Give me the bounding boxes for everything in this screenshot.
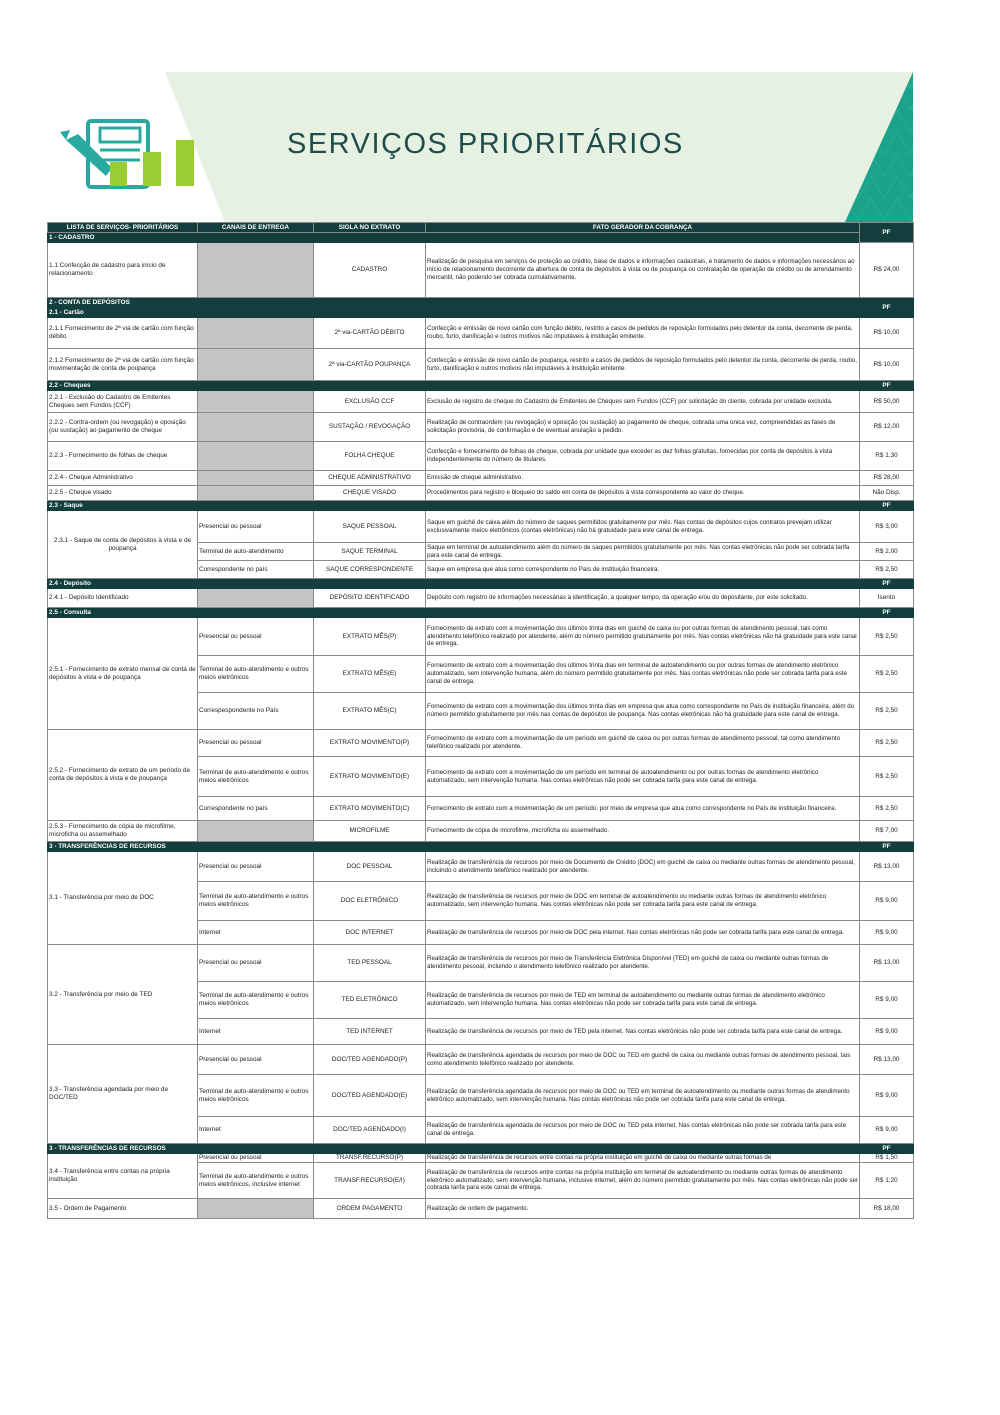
channel-cell	[198, 821, 314, 842]
price-cell: R$ 7,00	[860, 821, 914, 842]
channel-cell: Correspondente no país	[198, 797, 314, 821]
fato-cell: Saque em terminal de autoatendimento além do número de saques permitidos gratuitamente por mês. Nas contas eletrônicas não pode ser cobrada tarifa para este canal de entrega.	[426, 543, 860, 561]
channel-cell	[198, 442, 314, 471]
sigla-cell: FOLHA CHEQUE	[314, 442, 426, 471]
table-row	[48, 730, 914, 757]
sigla-cell: DOC/TED AGENDADO(I)	[314, 1117, 426, 1144]
sigla-cell: DEPÓSITO IDENTIFICADO	[314, 589, 426, 608]
subsection-header: 2.1 - Cartão	[48, 308, 860, 318]
channel-cell: Correspondente no país	[198, 561, 314, 579]
channel-cell: Terminal de auto-atendimento e outros meios eletrônicos	[198, 882, 314, 921]
pf-header: PF	[860, 298, 914, 318]
service-name: 3.3 - Transferência agendada por meio de DOC/TED	[48, 1045, 198, 1144]
fato-cell: Realização de ordem de pagamento.	[426, 1199, 860, 1219]
fato-cell: Fornecimento de extrato com a movimentação de um período em guichê de caixa ou por outras formas de atendimento pessoal, tal como atendimento telefônico realizado por atendente.	[426, 730, 860, 757]
price-cell: R$ 2,50	[860, 730, 914, 757]
section-header: 3 - TRANSFERÊNCIAS DE RECURSOS	[48, 842, 860, 852]
price-cell: R$ 9,00	[860, 882, 914, 921]
service-name: 3.5 - Ordem de Pagamento	[48, 1199, 198, 1219]
sigla-cell: MICROFILME	[314, 821, 426, 842]
price-cell: R$ 2,50	[860, 757, 914, 797]
sigla-cell: DOC/TED AGENDADO(P)	[314, 1045, 426, 1075]
sigla-cell: SUSTAÇÃO / REVOGAÇÃO	[314, 413, 426, 442]
fato-cell: Realização de transferência de recursos por meio de DOC pela internet. Nas contas eletrônicas não pode ser cobrada tarifa para este canal de entrega.	[426, 921, 860, 945]
channel-cell: Internet	[198, 921, 314, 945]
sigla-cell: EXTRATO MOVIMENTO(C)	[314, 797, 426, 821]
fato-cell: Realização de transferência de recursos por meio de TED pela internet. Nas contas eletrônicas não pode ser cobrada tarifa para este canal de entrega.	[426, 1019, 860, 1045]
price-cell: R$ 24,00	[860, 243, 914, 298]
service-name: 2.5.2 - Fornecimento de extrato de um período de conta de depósitos à vista e de poupança	[48, 730, 198, 821]
fato-cell: Fornecimento de extrato com a movimentação dos últimos trinta dias em terminal de autoatendimento ou por outras formas de atendimento eletrônico automatizado, sem intervenção humana, além do número permitido gratuitamente por mês. Nas contas eletrônicas não pode ser cobrada tarifa para este canal de entrega.	[426, 656, 860, 693]
sigla-cell: SAQUE CORRESPONDENTE	[314, 561, 426, 579]
pf-header: PF	[860, 1144, 914, 1154]
sigla-cell: ORDEM PAGAMENTO	[314, 1199, 426, 1219]
sigla-cell: CADASTRO	[314, 243, 426, 298]
service-name: 2.5.3 - Fornecimento de cópia de microfilme, microficha ou assemelhado	[48, 821, 198, 842]
subsection-header: 2.3 - Saque	[48, 501, 860, 511]
fato-cell: Depósito com registro de informações necessárias à identificação, a qualquer tempo, da operação e/ou do depositante, por este solicitado.	[426, 589, 860, 608]
sigla-cell: SAQUE PESSOAL	[314, 511, 426, 543]
subsection-header: 2.5 - Consulta	[48, 608, 860, 618]
sigla-cell: DOC ELETRÔNICO	[314, 882, 426, 921]
fato-cell: Confecção e emissão de novo cartão com função débito, restrito a casos de pedidos de reposição formulados pelo detentor da conta, decorrente de perda, roubo, furto, danificação e outros motivos não imputáveis à instituição emitente.	[426, 318, 860, 349]
channel-cell: Terminal de auto-atendimento e outros meios eletrônicos, inclusive internet	[198, 1163, 314, 1199]
fato-cell: Realização de transferência agendada de recursos por meio de DOC ou TED em guichê de caixa ou mediante outras formas de atendimento pessoal, tais como atendimento telefônico realizado por atendente.	[426, 1045, 860, 1075]
sigla-cell: TED PESSOAL	[314, 945, 426, 982]
price-cell: R$ 28,00	[860, 471, 914, 486]
table-row	[48, 349, 914, 381]
price-cell: R$ 18,00	[860, 1199, 914, 1219]
fato-cell: Fornecimento de extrato com a movimentação dos últimos trinta dias em guichê de caixa ou por outras formas de atendimento pessoal, tais como atendimento telefônico realizado por atendente, além do número permitido gratuitamente por mês. Nas contas eletrônicas não há gratuidade para este canal de entrega.	[426, 618, 860, 656]
table-row	[48, 442, 914, 471]
sigla-cell: TRANSF.RECURSO(E/I)	[314, 1163, 426, 1199]
service-name: 3.4 - Transferência entre contas na própria instituição	[48, 1154, 198, 1199]
channel-cell: Presencial ou pessoal	[198, 730, 314, 757]
table-row	[48, 413, 914, 442]
channel-cell	[198, 391, 314, 413]
sigla-cell: CHEQUE VISADO	[314, 486, 426, 501]
fato-cell: Confecção e fornecimento de folhas de cheque, cobrada por unidade que exceder as dez folhas gratuitas, fornecidas por conta de depósitos à vista independentemente do número de titulares.	[426, 442, 860, 471]
section-header: 1 - CADASTRO	[48, 233, 860, 243]
fato-cell: Realização de transferência agendada de recursos por meio de DOC ou TED pela internet. Nas contas eletrônicas não pode ser cobrada tarifa para este canal de entrega.	[426, 1117, 860, 1144]
table-row	[48, 1045, 914, 1075]
sigla-cell: EXTRATO MÊS(C)	[314, 693, 426, 730]
service-name: 2.1.2 Fornecimento de 2ª via de cartão com função movimentação de conta de poupança	[48, 349, 198, 381]
fato-cell: Realização de transferência de recursos por meio de Transferência Eletrônica Disponível (TED) em guichê de caixa ou mediante outras formas de atendimento pessoal, incluindo o atendimento telefônico realizado por atendente.	[426, 945, 860, 982]
service-name: 1.1 Confecção de cadastro para início de relacionamento	[48, 243, 198, 298]
price-cell: Isento	[860, 589, 914, 608]
price-cell: R$ 9,00	[860, 921, 914, 945]
service-name: 2.3.1 - Saque de conta de depósitos à vista e de poupança	[48, 511, 198, 579]
pf-header: PF	[860, 579, 914, 589]
channel-cell: Correspespondente no País	[198, 693, 314, 730]
service-name: 3.1 - Transferência por meio de DOC	[48, 852, 198, 945]
price-cell: R$ 9,00	[860, 1117, 914, 1144]
service-name: 2.4.1 - Depósito Identificado	[48, 589, 198, 608]
sigla-cell: SAQUE TERMINAL	[314, 543, 426, 561]
sigla-cell: EXTRATO MOVIMENTO(P)	[314, 730, 426, 757]
channel-cell: Presencial ou pessoal	[198, 511, 314, 543]
channel-cell	[198, 318, 314, 349]
channel-cell	[198, 471, 314, 486]
pf-header: PF	[860, 381, 914, 391]
price-cell: R$ 2,50	[860, 693, 914, 730]
service-name: 2.2.1 - Exclusão do Cadastro de Emitentes Cheques sem Fundos (CCF)	[48, 391, 198, 413]
col-header-service: LISTA DE SERVIÇOS- PRIORITÁRIOS	[48, 223, 198, 233]
price-cell: R$ 2,00	[860, 543, 914, 561]
channel-cell: Terminal de auto-atendimento e outros meios eletrônicos	[198, 1075, 314, 1117]
fato-cell: Realização de pesquisa em serviços de proteção ao crédito, base de dados e informações cadastrais, e tratamento de dados e informações necessários ao início de relacionamento decorrente da abertura de conta de depósitos à vista ou de poupança ou contratação de operação de crédito ou de arrendamento mercantil, não podendo ser cobrada cumulativamente.	[426, 243, 860, 298]
fato-cell: Realização de transferência de recursos entre contas na própria instituição em guichê de caixa ou mediante outras formas de	[426, 1154, 860, 1163]
fato-cell: Saque em guichê de caixa além do número de saques permitidos gratuitamente por mês. Nas contas de depósitos cujos contratos prevejam utilizar exclusivamente meios eletrônicos (contas eletrônicas) não há gratuidade para este canal de entrega.	[426, 511, 860, 543]
table-row	[48, 821, 914, 842]
price-cell: R$ 50,00	[860, 391, 914, 413]
price-cell: R$ 13,00	[860, 1045, 914, 1075]
col-header-channel: CANAIS DE ENTREGA	[198, 223, 314, 233]
price-cell: R$ 1,20	[860, 1163, 914, 1199]
channel-cell: Internet	[198, 1117, 314, 1144]
pf-header: PF	[860, 223, 914, 243]
fato-cell: Realização de transferência de recursos por meio de TED em terminal de autoatendimento ou mediante outras formas de atendimento eletrônico automatizado, sem intervenção humana. Nas contas eletrônicas não pode ser cobrada tarifa para este canal de entrega.	[426, 982, 860, 1019]
subsection-header: 2.2 - Cheques	[48, 381, 860, 391]
channel-cell: Internet	[198, 1019, 314, 1045]
price-cell: R$ 3,00	[860, 511, 914, 543]
fato-cell: Saque em empresa que atua como correspondente no País de instituição financeira.	[426, 561, 860, 579]
price-cell: Não Disp.	[860, 486, 914, 501]
section-header: 3 - TRANSFERÊNCIAS DE RECURSOS	[48, 1144, 860, 1154]
channel-cell	[198, 413, 314, 442]
price-cell: R$ 13,00	[860, 945, 914, 982]
price-cell: R$ 12,00	[860, 413, 914, 442]
price-cell: R$ 1,50	[860, 1154, 914, 1163]
table-row	[48, 486, 914, 501]
sigla-cell: CHEQUE ADMINISTRATIVO	[314, 471, 426, 486]
service-name: 2.2.5 - Cheque visado	[48, 486, 198, 501]
table-row	[48, 1154, 914, 1163]
table-row	[48, 852, 914, 882]
document-chart-icon	[60, 121, 194, 187]
price-cell: R$ 2,50	[860, 561, 914, 579]
service-name: 3.2 - Transferência por meio de TED	[48, 945, 198, 1045]
page-title: SERVIÇOS PRIORITÁRIOS	[287, 128, 684, 160]
fato-cell: Procedimentos para registro e bloqueio do saldo em conta de depósitos à vista correspondente ao valor do cheque.	[426, 486, 860, 501]
sigla-cell: DOC/TED AGENDADO(E)	[314, 1075, 426, 1117]
price-cell: R$ 1,30	[860, 442, 914, 471]
price-cell: R$ 9,00	[860, 1075, 914, 1117]
channel-cell: Terminal de auto-atendimento e outros meios eletrônicos	[198, 656, 314, 693]
fato-cell: Emissão de cheque administrativo.	[426, 471, 860, 486]
sigla-cell: 2ª via-CARTÃO POUPANÇA	[314, 349, 426, 381]
services-table	[47, 222, 914, 1219]
fato-cell: Fornecimento de extrato com a movimentação de um período, por meio de empresa que atua como correspondente no País de instituição financeira.	[426, 797, 860, 821]
table-row	[48, 618, 914, 656]
section-header: 2 - CONTA DE DEPÓSITOS	[48, 298, 860, 308]
fato-cell: Realização de transferência de recursos por meio de DOC em terminal de autoatendimento ou mediante outras formas de atendimento eletrônico automatizado, sem intervenção humana. Nas contas eletrônicas não pode ser cobrada tarifa para este canal de entrega.	[426, 882, 860, 921]
pf-header: PF	[860, 608, 914, 618]
sigla-cell: EXCLUSÃO CCF	[314, 391, 426, 413]
service-name: 2.5.1 - Fornecimento de extrato mensal de conta de depósitos à vista e de poupança	[48, 618, 198, 730]
service-name: 2.1.1 Fornecimento de 2ª via de cartão com função débito	[48, 318, 198, 349]
price-cell: R$ 9,00	[860, 982, 914, 1019]
sigla-cell: TRANSF.RECURSO(P)	[314, 1154, 426, 1163]
channel-cell: Terminal de auto-atendimento	[198, 543, 314, 561]
table-row	[48, 318, 914, 349]
price-cell: R$ 9,00	[860, 1019, 914, 1045]
header-banner	[0, 0, 1000, 230]
table-row	[48, 471, 914, 486]
channel-cell	[198, 486, 314, 501]
table-row	[48, 243, 914, 298]
fato-cell: Realização de transferência agendada de recursos por meio de DOC ou TED em terminal de autoatendimento ou mediante outras formas de atendimento eletrônico automatizado, sem intervenção humana. Nas contas eletrônicas não pode ser cobrada tarifa para este canal de entrega.	[426, 1075, 860, 1117]
sigla-cell: EXTRATO MOVIMENTO(E)	[314, 757, 426, 797]
sigla-cell: 2ª via-CARTÃO DÉBITO	[314, 318, 426, 349]
subsection-header: 2.4 - Depósito	[48, 579, 860, 589]
channel-cell	[198, 589, 314, 608]
channel-cell	[198, 1199, 314, 1219]
table-row	[48, 511, 914, 543]
price-cell: R$ 2,50	[860, 797, 914, 821]
channel-cell	[198, 243, 314, 298]
fato-cell: Realização de transferência de recursos por meio de Documento de Crédito (DOC) em guichê de caixa ou mediante outras formas de atendimento pessoal, incluindo o atendimento telefônico realizado por atendente.	[426, 852, 860, 882]
fato-cell: Exclusão de registro de cheque do Cadastro de Emitentes de Cheques sem Fundos (CCF) por solicitação do cliente, cobrada por unidade excluída.	[426, 391, 860, 413]
channel-cell: Presencial ou pessoal	[198, 618, 314, 656]
table-row	[48, 1199, 914, 1219]
sigla-cell: EXTRATO MÊS(E)	[314, 656, 426, 693]
channel-cell: Presencial ou pessoal	[198, 852, 314, 882]
sigla-cell: EXTRATO MÊS(P)	[314, 618, 426, 656]
service-name: 2.2.4 - Cheque Administrativo	[48, 471, 198, 486]
table-row	[48, 391, 914, 413]
fato-cell: Fornecimento de extrato com a movimentação dos últimos trinta dias em empresa que atua como correspondente no País de instituição financeira, além do número permitido gratuitamente por mês nas contas de depósitos de poupança. Nas contas eletrônicas não há gratuidade para este canal de entrega.	[426, 693, 860, 730]
channel-cell	[198, 349, 314, 381]
price-cell: R$ 10,00	[860, 318, 914, 349]
fato-cell: Realização de contraordem (ou revogação) e oposição (ou sustação) ao pagamento de cheque, cobrada uma única vez, compreendidas as fases de solicitação provisória, de confirmação e de eventual anulação a pedido.	[426, 413, 860, 442]
fato-cell: Confecção e emissão de novo cartão de poupança, restrito a casos de pedidos de reposição formulados pelo detentor da conta, decorrente de perda, roubo, furto, danificação e outros motivos não imputáveis à instituição emitente.	[426, 349, 860, 381]
fato-cell: Fornecimento de extrato com a movimentação de um período em terminal de autoatendimento ou por outras formas de atendimento eletrônico automatizado, sem intervenção humana. Nas contas eletrônicas não pode ser cobrada tarifa para este canal de entrega.	[426, 757, 860, 797]
channel-cell: Presencial ou pessoal	[198, 1154, 314, 1163]
price-cell: R$ 13,00	[860, 852, 914, 882]
col-header-sigla: SIGLA NO EXTRATO	[314, 223, 426, 233]
table-row	[48, 945, 914, 982]
price-cell: R$ 2,50	[860, 656, 914, 693]
channel-cell: Terminal de auto-atendimento e outros meios eletrônicos	[198, 757, 314, 797]
col-header-fato: FATO GERADOR DA COBRANÇA	[426, 223, 860, 233]
price-cell: R$ 10,00	[860, 349, 914, 381]
sigla-cell: TED ELETRÔNICO	[314, 982, 426, 1019]
price-cell: R$ 2,50	[860, 618, 914, 656]
sigla-cell: TED INTERNET	[314, 1019, 426, 1045]
table-row	[48, 589, 914, 608]
channel-cell: Presencial ou pessoal	[198, 945, 314, 982]
service-name: 2.2.3 - Fornecimento de folhas de cheque	[48, 442, 198, 471]
pf-header: PF	[860, 501, 914, 511]
sigla-cell: DOC INTERNET	[314, 921, 426, 945]
service-name: 2.2.2 - Contra-ordem (ou revogação) e oposição (ou sustação) ao pagamento de cheque	[48, 413, 198, 442]
channel-cell: Terminal de auto-atendimento e outros meios eletrônicos	[198, 982, 314, 1019]
channel-cell: Presencial ou pessoal	[198, 1045, 314, 1075]
pf-header: PF	[860, 842, 914, 852]
fato-cell: Fornecimento de cópia de microfilme, microficha ou assemelhado.	[426, 821, 860, 842]
sigla-cell: DOC PESSOAL	[314, 852, 426, 882]
fato-cell: Realização de transferência de recursos entre contas na própria instituição em terminal de autoatendimento ou mediante outras formas de atendimento eletrônico automatizado, sem intervenção humana, inclusive internet, além do número permitido gratuitamente por mês. Nas contas eletrônicas não pode ser cobrada tarifa para este canal de entrega.	[426, 1163, 860, 1199]
